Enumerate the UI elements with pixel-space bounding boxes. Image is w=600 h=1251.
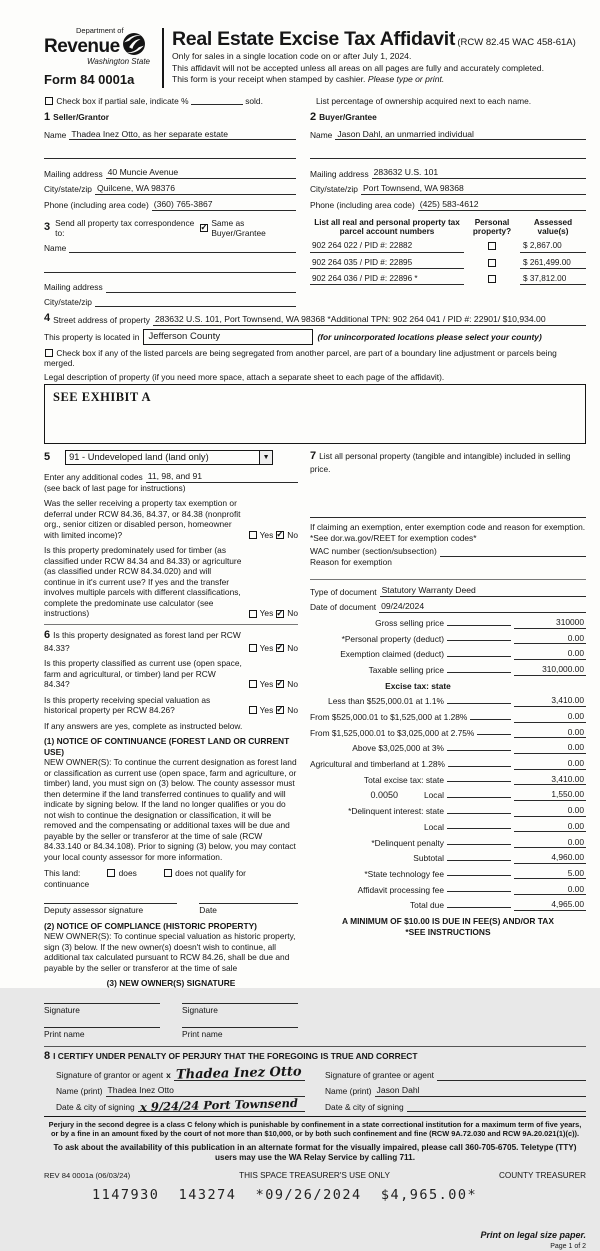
form-title: Real Estate Excise Tax Affidavit	[172, 28, 456, 50]
land-use-code-select[interactable]: 91 - Undeveloped land (land only) ▼	[65, 450, 273, 465]
washington-state-label: Washington State	[86, 57, 150, 67]
parcel-id-field[interactable]: 902 264 022 / PID #: 22882	[310, 241, 464, 252]
exemption-instructions: If claiming an exemption, enter exemption code and reason for exemption. *See dor.wa.gov/REET for exemption codes*	[310, 522, 586, 543]
partial-sale-row	[44, 96, 263, 107]
tier4-tax[interactable]: 0.00	[514, 742, 586, 754]
print-legal-note: Print on legal size paper.	[480, 1230, 586, 1241]
q3-yes-no: Yes ✓ No	[248, 643, 298, 654]
section-3-number: 3	[44, 221, 51, 234]
page-number: Page 1 of 2	[550, 1242, 586, 1250]
local-rate: 0.0050	[370, 789, 398, 800]
exemption-deferral-question: Was the seller receiving a property tax exemption or deferral under RCW 84.36, 84.37, or 84.38 (nonprofit org., senior citizen or disabled person, homeowner with limited income)?	[44, 498, 241, 540]
grantee-date-city-field[interactable]	[407, 1102, 586, 1112]
section-7-number: 7	[310, 450, 317, 463]
dept-of-label: Department of	[76, 26, 124, 35]
alt-format-note: To ask about the availability of this publication in an alternate format for the visually impaired, please call 360-705-6705. Teletype (TTY) users may use the WA Relay Service by calling 711.	[53, 1142, 577, 1162]
excise-tax-state-header: Excise tax: state	[385, 680, 451, 691]
buyer-section: 2 Buyer/Grantee Name Jason Dahl, an unmarried individual Mailing address 283632 U.S. 101 City/state/zip Port Townsend, WA 98368 Phone (including area code) (425) 583-4612	[310, 111, 586, 211]
owner-printname-line-2[interactable]: Print name	[182, 1027, 298, 1040]
segregated-checkbox[interactable]	[45, 349, 53, 357]
tier2-tax[interactable]: 0.00	[514, 711, 586, 723]
q5-yes-checkbox[interactable]	[249, 706, 257, 714]
segregated-label: Check box if any of the listed parcels are being segregated from another parcel, are part of a boundary line adjustment or parcels being merged.	[44, 347, 557, 369]
dor-swirl-icon	[121, 31, 147, 57]
parcel-table	[310, 218, 586, 308]
correspondence-name-field-2[interactable]	[44, 263, 296, 273]
county-combobox[interactable]: Jefferson County	[143, 329, 313, 345]
exemption-claimed-deduct[interactable]: 0.00	[514, 648, 586, 660]
revenue-wordmark: Revenue	[44, 36, 120, 58]
new-owner-signature-title: (3) NEW OWNER(S) SIGNATURE	[106, 978, 236, 989]
header-note-2: This affidavit will not be accepted unless all areas on all pages are fully and accurately completed.	[172, 62, 544, 73]
seller-phone-field[interactable]: (360) 765-3867	[152, 199, 296, 211]
owner-signature-line-1[interactable]: Signature	[44, 1003, 160, 1016]
q3-yes-checkbox[interactable]	[249, 644, 257, 652]
buyer-name-field[interactable]: Jason Dahl, an unmarried individual	[335, 129, 586, 141]
q4-no-checkbox[interactable]	[276, 680, 284, 688]
seller-city-field[interactable]: Quilcene, WA 98376	[95, 183, 296, 195]
total-excise-tax-state[interactable]: 3,410.00	[514, 774, 586, 786]
q1-yes-no: Yes ✓ No	[248, 530, 298, 541]
q3-no-checkbox[interactable]	[276, 644, 284, 652]
buyer-name-field-2[interactable]	[310, 149, 586, 159]
notice-continuance-title: (1) NOTICE OF CONTINUANCE (FOREST LAND OR CURRENT USE)	[44, 736, 290, 757]
same-as-buyer-label: Same as Buyer/Grantee	[211, 217, 266, 239]
total-due[interactable]: 4,965.00	[514, 899, 586, 911]
section-5-number: 5	[44, 450, 51, 463]
section-1-number: 1	[44, 110, 51, 123]
forest-land-question: Is this property designated as forest land per RCW 84.33?	[44, 629, 241, 653]
notice-compliance-text: NEW OWNER(S): To continue special valuation as historic property, sign (3) below. If the new owner(s) doesn't wish to continue, all additional tax calculated pursuant to RCW 84.26, shall be due and payable by the seller or transferor at the time of sale	[44, 931, 296, 973]
partial-sale-checkbox[interactable]	[45, 97, 53, 105]
see-back-note: (see back of last page for instructions)	[44, 482, 186, 493]
seller-grantor-label: Seller/Grantor	[53, 111, 109, 122]
personal-property-deduct[interactable]: 0.00	[514, 633, 586, 645]
q4-yes-no: Yes ✓ No	[248, 679, 298, 690]
designation-section: 6 Is this property designated as forest land per RCW 84.33? Yes ✓ No Is this property classified as current use (open space, farm and agricultural, or timber) land per RCW 84.34? Yes ✓ No Is this property receiving special valuation as historical property per RCW 84.26? Yes ✓ No If any answers are yes, complete as instructed below. (1) NOTICE OF CONTINUANCE (FOREST LAND OR CURRENT USE) NEW OWNER(S): To continue the current designation as forest land or classification as current use (open space, farm and agriculture, or timber) land, you must sign on (3) below. The county assessor must then determine if the land transferred continues to qualify and will indicate by signing below. If the land no longer qualifies or you do not wish to continue the designation or classification, it will be removed and the compensating or additional taxes will be due and payable by the seller or transferor at the time of sale (RCW 84.33.140 or 84.34.108). Prior to signing (3) below, you may contact your local county assessor for more information. This land: does does not qualify for continuance Deputy assessor signature Date (2) NOTICE OF COMPLIANCE (HISTORIC PROPERTY) NEW OWNER(S): To continue special valuation as historic property, sign (3) below. If the new owner(s) doesn't wish to continue, all additional tax calculated pursuant to RCW 84.26, shall be due and payable by the seller or transferor at the time of sale (3) NEW OWNER(S) SIGNATURE Signature Signature Print name Print name	[44, 624, 298, 1040]
seller-name-field-2[interactable]	[44, 149, 296, 159]
minimum-due-note: A MINIMUM OF $10.00 IS DUE IN FEE(S) AND/OR TAX *SEE INSTRUCTIONS	[342, 915, 554, 937]
taxable-selling-price[interactable]: 310,000.00	[514, 664, 586, 676]
certify-statement: I CERTIFY UNDER PENALTY OF PERJURY THAT THE FOREGOING IS TRUE AND CORRECT	[53, 1050, 418, 1061]
q1-no-checkbox[interactable]	[276, 531, 284, 539]
delinquent-interest-state[interactable]: 0.00	[514, 805, 586, 817]
correspondence-city-field[interactable]	[95, 297, 296, 307]
delinquent-penalty[interactable]: 0.00	[514, 837, 586, 849]
tax-computation: Type of document Statutory Warranty Deed Date of document 09/24/2024 Gross selling price 310000 *Personal property (deduct) 0.00 Exemption claimed (deduct) 0.00 Taxable selling price 310,000.00 Excise tax: state Less than $525,000.01 at 1.1% 3,410.00 From $525,000.01 to $1,525,000 at 1.28% 0.00 From $1,525,000.01 to $3,025,000 at 2.75% 0.00 Above $3,025,000 at 3% 0.00 Agricultural and timberland at 1.28% 0.00 Total excise tax: state 3,410.00 0.0050 Local 1,550.00 *Delinquent interest: state 0.00 Local 0.00 *Delinquent penalty 0.00 Subtotal 4,960.00 *State technology fee 5.00 Affidavit processing fee 0.00 Total due 4,965.00 A MINIMUM OF $10.00 IS DUE IN FEE(S) AND/OR TAX *SEE INSTRUCTIONS	[310, 579, 586, 937]
grantee-signature-field[interactable]	[437, 1071, 586, 1081]
legal-description-box[interactable]	[44, 384, 586, 444]
parcel-col-header: List all real and personal property tax parcel account numbers	[314, 217, 460, 236]
personal-property-checkbox-3[interactable]	[488, 275, 496, 283]
header-divider	[162, 28, 164, 88]
personal-property-field[interactable]	[310, 508, 586, 518]
form-header	[44, 26, 586, 88]
buyer-phone-field[interactable]: (425) 583-4612	[418, 199, 586, 211]
grantor-signature-field[interactable]: Thadea Inez Otto	[174, 1069, 305, 1081]
treasurer-stamp: 1147930 143274 *09/26/2024 $4,965.00*	[92, 1187, 478, 1204]
ownership-note: List percentage of ownership acquired next to each name.	[316, 96, 532, 107]
q2-yes-checkbox[interactable]	[249, 610, 257, 618]
land-use-section: 5 91 - Undeveloped land (land only) ▼ Enter any additional codes 11, 98, and 91 (see back of last page for instructions) Was the seller receiving a property tax exemption or deferral under RCW 84.36, 84.37, or 84.38 (nonprofit org., senior citizen or disabled person, homeowner with limited income)? Yes ✓ No Is this property predominately used for timber (as classified under RCW 84.34 and 84.33) or agriculture (as classified under RCW 84.34.020) and will continue in it's current use? If yes and the transfer involves multiple parcels with different classifications, complete the predominate use calculator (see instructions) Yes ✓ No	[44, 450, 298, 619]
land-does-qualify-checkbox[interactable]	[107, 869, 115, 877]
personal-property-checkbox-2[interactable]	[488, 259, 496, 267]
grantor-date-city-field[interactable]: x 9/24/24 Port Townsend	[138, 1101, 305, 1113]
header-note-3: This form is your receipt when stamped by cashier. Please type or print.	[172, 73, 445, 84]
perjury-note: Perjury in the second degree is a class C felony which is punishable by confinement in a state correctional institution for a maximum term of five years, or by a fine in an amount fixed by the court of not more than $10,000, or by both such confinement and fine (RCW 9A.72.030 and RCW 9A.20.021(1)(c)).	[44, 1116, 586, 1139]
delinquent-interest-local[interactable]: 0.00	[514, 821, 586, 833]
document-type-field[interactable]: Statutory Warranty Deed	[380, 585, 586, 597]
personal-property-section: 7 List all personal property (tangible and intangible) included in selling price. If claiming an exemption, enter exemption code and reason for exemption. *See dor.wa.gov/REET for exemption codes* WAC number (section/subsection) Reason for exemption	[310, 450, 586, 567]
q2-no-checkbox[interactable]	[276, 610, 284, 618]
q2-yes-no: Yes ✓ No	[248, 608, 298, 619]
header-note-1: Only for sales in a single location code on or after July 1, 2024.	[172, 51, 412, 62]
subtotal[interactable]: 4,960.00	[514, 852, 586, 864]
legal-description-value: SEE EXHIBIT A	[53, 390, 151, 405]
county-treasurer-label: COUNTY TREASURER	[498, 1171, 586, 1181]
affidavit-processing-fee[interactable]: 0.00	[514, 884, 586, 896]
owner-signature-line-2[interactable]: Signature	[182, 1003, 298, 1016]
same-as-buyer-checkbox[interactable]	[200, 224, 208, 232]
section-4-number: 4	[44, 312, 51, 325]
treasurer-space-label: THIS SPACE TREASURER'S USE ONLY	[239, 1171, 390, 1181]
seller-name-field[interactable]: Thadea Inez Otto, as her separate estate	[69, 129, 296, 141]
parcel-row	[310, 258, 586, 269]
tier1-tax[interactable]: 3,410.00	[514, 695, 586, 707]
legal-description-label: Legal description of property (if you need more space, attach a separate sheet to each page of the affidavit).	[44, 371, 445, 382]
q4-yes-checkbox[interactable]	[249, 680, 257, 688]
section-6-number: 6	[44, 628, 51, 641]
state-technology-fee[interactable]: 5.00	[514, 868, 586, 880]
county-note: (for unincorporated locations please select your county)	[317, 331, 542, 342]
q1-yes-checkbox[interactable]	[249, 531, 257, 539]
historical-property-question: Is this property receiving special valuation as historical property per RCW 84.26?	[44, 694, 211, 716]
gross-selling-price[interactable]: 310000	[514, 617, 586, 629]
current-use-question: Is this property classified as current use (open space, farm and agricultural, or timber) land per RCW 84.34?	[44, 658, 242, 690]
rev-form-code: REV 84 0001a (06/03/24)	[44, 1171, 131, 1181]
form-rcw-code: (RCW 82.45 WAC 458-61A)	[457, 37, 576, 48]
section-8-number: 8	[44, 1049, 51, 1062]
correspondence-mailing-field[interactable]	[106, 283, 296, 293]
assessed-value-col-header: Assessed value(s)	[533, 217, 573, 236]
owner-printname-line-1[interactable]: Print name	[44, 1027, 160, 1040]
seller-mailing-field[interactable]: 40 Muncie Avenue	[106, 167, 296, 179]
street-address-field[interactable]: 283632 U.S. 101, Port Townsend, WA 98368 *Additional TPN: 902 264 041 / PID #: 22901/ $10,934.00	[153, 314, 586, 326]
assessed-value-field[interactable]: $ 37,812.00	[520, 274, 586, 285]
seller-section: 1 Seller/Grantor Name Thadea Inez Otto, as her separate estate Mailing address 40 Muncie Avenue City/state/zip Quilcene, WA 98376 Phone (including area code) (360) 765-3867	[44, 111, 296, 211]
deputy-assessor-signature-line[interactable]: Deputy assessor signature	[44, 903, 177, 916]
personal-property-checkbox-1[interactable]	[488, 242, 496, 250]
grantor-printed-name-field[interactable]: Thadea Inez Otto	[106, 1085, 305, 1097]
parcel-id-field[interactable]: 902 264 036 / PID #: 22896 *	[310, 274, 464, 285]
chevron-down-icon[interactable]: ▼	[259, 451, 272, 464]
buyer-grantee-label: Buyer/Grantee	[319, 111, 377, 122]
partial-sale-label: Check box if partial sale, indicate %	[56, 96, 189, 107]
deputy-date-line[interactable]: Date	[199, 903, 298, 916]
local-tax[interactable]: 1,550.00	[514, 789, 586, 801]
tier3-tax[interactable]: 0.00	[514, 727, 586, 739]
assessed-value-field[interactable]: $ 261,499.00	[520, 258, 586, 269]
reason-for-exemption-label: Reason for exemption	[310, 556, 392, 567]
timber-agriculture-question: Is this property predominately used for timber (as classified under RCW 84.34 and 84.33) or agriculture (as classified under RCW 84.34.020) and will continue in it's current use? If yes and the transfer involves multiple parcels with different classifications, complete the predominate use calculator (see instructions)	[44, 545, 242, 619]
certification-section: 8 I CERTIFY UNDER PENALTY OF PERJURY THAT THE FOREGOING IS TRUE AND CORRECT Signature of grantor or agent x Thadea Inez Otto Signature of grantee or agent Name (print) Thadea Inez Otto Name (print) Jason Dahl Date & city of signing x 9/24/24 Port Townsend Date & city of signing	[44, 1046, 586, 1112]
parcel-id-field[interactable]: 902 264 035 / PID #: 22895	[310, 258, 464, 269]
additional-codes-field[interactable]: 11, 98, and 91	[146, 471, 298, 483]
grantee-printed-name-field[interactable]: Jason Dahl	[375, 1085, 586, 1097]
assessed-value-field[interactable]: $ 2,867.00	[520, 241, 586, 252]
property-section: 4 Street address of property 283632 U.S. 101, Port Townsend, WA 98368 *Additional TPN: 902 264 041 / PID #: 22901/ $10,934.00 This property is located in Jefferson County (for unincorporated locations please select your county) Check box if any of the listed parcels are being segregated from another parcel, are part of a boundary line adjustment or parcels being merged. Legal description of property (if you need more space, attach a separate sheet to each page of the affidavit). SEE EXHIBIT A	[44, 312, 586, 444]
land-does-not-qualify-checkbox[interactable]	[164, 869, 172, 877]
sold-label: sold.	[245, 96, 263, 107]
parcel-row	[310, 241, 586, 252]
wac-number-field[interactable]	[440, 547, 586, 557]
parcel-row	[310, 274, 586, 285]
q5-no-checkbox[interactable]	[276, 706, 284, 714]
partial-percent-field[interactable]	[191, 96, 243, 105]
buyer-mailing-field[interactable]: 283632 U.S. 101	[372, 167, 586, 179]
personal-property-text: List all personal property (tangible and intangible) included in selling price.	[310, 451, 571, 474]
correspondence-name-field[interactable]	[69, 243, 296, 253]
notice-compliance-title: (2) NOTICE OF COMPLIANCE (HISTORIC PROPERTY)	[44, 920, 257, 931]
dor-logo-block	[44, 26, 156, 88]
q5-yes-no: Yes ✓ No	[248, 705, 298, 716]
correspondence-section: 3 Send all property tax correspondence to: ✓ Same as Buyer/Grantee Name Mailing address City/state/zip	[44, 218, 296, 308]
agricultural-timberland-tax[interactable]: 0.00	[514, 758, 586, 770]
notice-continuance-text: NEW OWNER(S): To continue the current designation as forest land or classification as current use (open space, farm and agriculture, or timber) land, you must sign on (3) below. The county assessor must then determine if the land transferred continues to qualify and will indicate by signing below. If the land no longer qualifies or you do not wish to continue the designation or classification, it will be removed and the compensating or additional taxes will be due and payable by the seller or transferor at the time of sale (RCW 84.33.140 or 84.34.108). Prior to signing (3) below, you may contact your local county assessor for more information.	[44, 757, 297, 862]
if-any-yes-note: If any answers are yes, complete as instructed below.	[44, 720, 243, 731]
personal-property-col-header: Personal property?	[472, 217, 512, 236]
form-number: Form 84 0001a	[44, 72, 135, 88]
section-2-number: 2	[310, 110, 317, 123]
buyer-city-field[interactable]: Port Townsend, WA 98368	[361, 183, 586, 195]
document-date-field[interactable]: 09/24/2024	[379, 601, 586, 613]
